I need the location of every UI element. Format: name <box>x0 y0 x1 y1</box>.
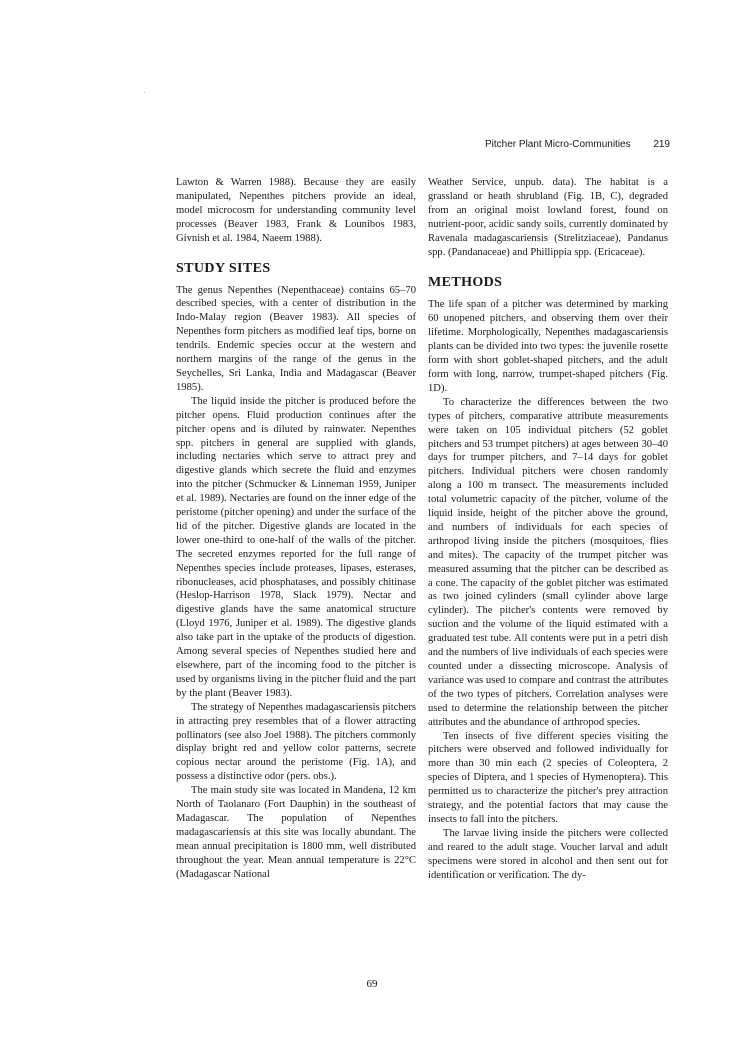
body-paragraph: The strategy of Nepenthes madagascariensis pitchers in attracting prey resembles that of a flower attracting pollinators (see also Joel 1988). The pitchers commonly display bright red and yellow color patterns, secrete copious nectar around the peristome (Fig. 1A), and possess a distinctive odor (pers. obs.). <box>176 701 416 783</box>
study-sites-heading: STUDY SITES <box>176 260 271 276</box>
right-intro-paragraph: Weather Service, unpub. data). The habitat is a grassland or heath shrubland (Fig. 1B, C), degraded from an original moist lowland forest, found on nutrient-poor, acidic sandy soils, currently dominated by Ravenala madagascariensis (Strelitziaceae), Pandanus spp. (Pandanaceae) and Phillippia spp. (Ericaceae). <box>428 177 668 258</box>
right-column <box>428 176 668 883</box>
running-title: Pitcher Plant Micro-Communities <box>485 139 631 150</box>
body-paragraph: To characterize the differences between the two types of pitchers, comparative attribute measurements were taken on 105 individual pitchers (52 goblet pitchers and 53 trumpet pitchers) at ages between 30–40 days for trumper pitchers, and 7–14 days for goblet pitchers. Individual pitchers were chosen randomly along a 100 m transect. The measurements included total volumetric capacity of the pitcher, volume of the liquid inside, height of the pitcher above the ground, and numbers of individuals for each species of arthropod living inside the pitchers (mosquitoes, flies and mites). The capacity of the trumpet pitcher was measured assuming that the pitcher can be described as a cone. The capacity of the goblet pitcher was estimated as two joined cylinders (small cylinder above large cylinder). The pitcher's contents were removed by suction and the volume of the liquid estimated with a graduated test tube. All contents were put in a petri dish and the numbers of live individuals of each species were counted under a dissecting microscope. Analysis of variance was used to compare and contrast the attributes of the two types of pitchers. Correlation analyses were used to determine the relationship between the pitcher attributes and the abundance of arthropod species. <box>428 396 668 728</box>
running-header <box>485 139 670 150</box>
body-paragraph: The liquid inside the pitcher is produced before the pitcher opens. Fluid production continues after the pitcher opens and is diluted by rainwater. Nepenthes spp. pitchers in general are supplied with glands, including nectaries which serve to attract prey and digestive glands which secrete the fluid and enzymes into the pitcher (Schmucker & Linneman 1959, Juniper et al. 1989). Nectaries are found on the inner edge of the peristome (pitcher opening) and under the surface of the lid of the pitcher. Digestive glands are located in the lower one-third to one-half of the walls of the pitcher. The secreted enzymes reported for the full range of Nepenthes species include proteases, lipases, esterases, ribonucleases, acid phosphatases, and possibly chitinase (Heslop-Harrison 1978, Slack 1979). Nectar and digestive glands have the same anatomical structure (Lloyd 1976, Juniper et al. 1989). The digestive glands also take part in the uptake of the products of digestion. Among several species of Nepenthes studied here and elsewhere, part of the incoming food to the pitcher is used by organisms living in the pitcher fluid and the part by the plant (Beaver 1983). <box>176 395 416 699</box>
left-intro-paragraph: Lawton & Warren 1988). Because they are easily manipulated, Nepenthes pitchers provide an ideal, model microcosm for understanding community level processes (Beaver 1983, Frank & Lounibos 1983, Givnish et al. 1984, Naeem 1988). <box>176 177 416 244</box>
scan-speck <box>144 92 145 93</box>
body-paragraph: The main study site was located in Mandena, 12 km North of Taolanaro (Fort Dauphin) in the southeast of Madagascar. The population of Nepenthes madagascariensis at this site was locally abundant. The mean annual precipitation is 1800 mm, well distributed throughout the year. Mean annual temperature is 22°C (Madagascar National <box>176 785 416 880</box>
folio-number: 69 <box>366 978 378 990</box>
body-paragraph: The larvae living inside the pitchers were collected and reared to the adult stage. Voucher larval and adult specimens were stored in alcohol and then sent out for identification or verification. The dy- <box>428 827 668 881</box>
methods-heading: METHODS <box>428 275 503 291</box>
page-number: 219 <box>653 139 670 150</box>
body-paragraph: Ten insects of five different species visiting the pitchers were observed and followed individually for more than 30 min each (2 species of Coleoptera, 2 species of Diptera, and 1 species of Hymenoptera). This permitted us to characterize the pitcher's prey attraction strategy, and the potential factors that may cause the insects to fall into the pitchers. <box>428 730 668 825</box>
body-paragraph: The life span of a pitcher was determined by marking 60 unopened pitchers, and observing them over their lifetime. Morphologically, Nepenthes madagascariensis plants can be divided into two types: the juvenile rosette form with short goblet-shaped pitchers, and the adult form with long, narrow, trumpet-shaped pitchers (Fig. 1D). <box>428 299 668 394</box>
left-column <box>176 176 416 882</box>
body-paragraph: The genus Nepenthes (Nepenthaceae) contains 65–70 described species, with a center of distribution in the Indo-Malay region (Beaver 1983). All species of Nepenthes form pitchers as modified leaf tips, borne on tendrils. Endemic species occur at the western and northern margins of the range of the genus in the Seychelles, Sri Lanka, India and Madagascar (Beaver 1985). <box>176 284 416 393</box>
